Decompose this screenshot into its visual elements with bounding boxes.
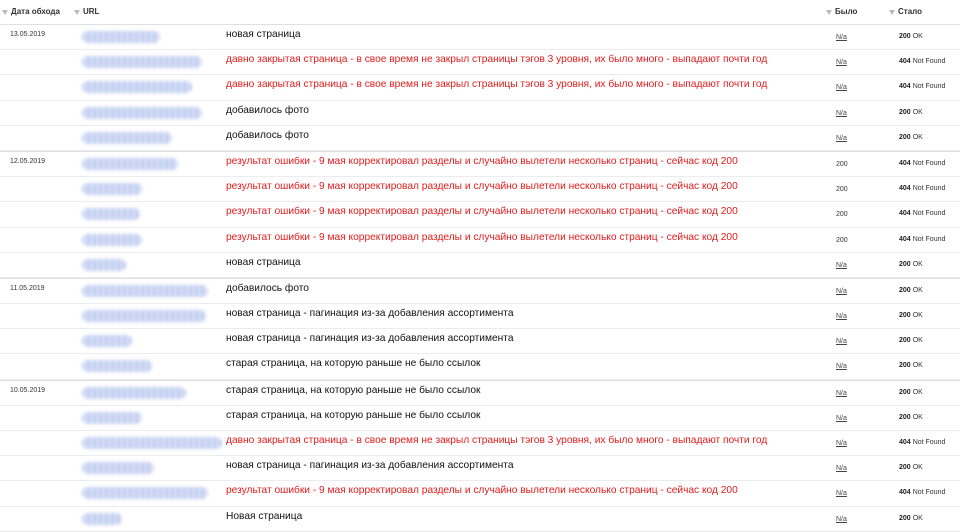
- url-link-redacted[interactable]: [82, 412, 142, 424]
- url-link-redacted[interactable]: [82, 513, 122, 525]
- now-status-text: Not Found: [912, 58, 946, 66]
- was-status[interactable]: N/a: [836, 109, 847, 117]
- table-row[interactable]: [0, 151, 960, 177]
- now-status: [899, 515, 923, 522]
- url-link-redacted[interactable]: [82, 56, 202, 68]
- column-header-url[interactable]: [74, 0, 99, 24]
- now-status: [899, 236, 945, 243]
- now-status-code: 200: [899, 312, 911, 320]
- url-link-redacted[interactable]: [82, 335, 132, 347]
- row-annotation: давно закрытая страница - в свое время не закрыл страницы тэгов 3 уровня, их было много - выпадают почти год: [226, 54, 768, 66]
- was-status[interactable]: N/a: [836, 389, 847, 397]
- url-link-redacted[interactable]: [82, 360, 152, 372]
- was-status[interactable]: N/a: [836, 287, 847, 295]
- now-status: [899, 389, 923, 396]
- now-status: [899, 160, 945, 167]
- url-link-redacted[interactable]: [82, 183, 142, 195]
- row-annotation: добавилось фото: [226, 104, 309, 116]
- url-link-redacted[interactable]: [82, 387, 186, 399]
- table-row[interactable]: [0, 431, 960, 456]
- table-row[interactable]: [0, 329, 960, 354]
- table-row[interactable]: [0, 354, 960, 379]
- column-header-date[interactable]: [2, 0, 60, 24]
- url-link-redacted[interactable]: [82, 310, 206, 322]
- row-annotation: старая страница, на которую раньше не было ссылок: [226, 409, 481, 421]
- table-row[interactable]: [0, 304, 960, 329]
- was-status[interactable]: N/a: [836, 490, 847, 498]
- table-row[interactable]: [0, 456, 960, 481]
- now-status-code: 404: [899, 58, 911, 66]
- url-link-redacted[interactable]: [82, 437, 222, 449]
- row-annotation: новая страница: [226, 256, 301, 268]
- now-status: [899, 134, 923, 141]
- now-status-text: OK: [912, 133, 923, 141]
- now-status: [899, 414, 923, 421]
- column-header-url-label: URL: [83, 7, 100, 16]
- now-status: [899, 362, 923, 369]
- now-status: [899, 83, 945, 90]
- crawl-date: 13.05.2019: [10, 31, 46, 38]
- crawl-date: 11.05.2019: [10, 284, 45, 292]
- now-status: [899, 109, 923, 116]
- url-link-redacted[interactable]: [82, 31, 160, 43]
- table-row[interactable]: [0, 101, 960, 126]
- column-header-now[interactable]: [889, 0, 922, 24]
- now-status: [899, 489, 945, 496]
- table-body: [0, 24, 960, 532]
- table-row[interactable]: [0, 278, 960, 304]
- crawl-date: 12.05.2019: [10, 157, 46, 165]
- was-status[interactable]: N/a: [836, 363, 847, 371]
- now-status-text: Not Found: [912, 210, 946, 218]
- now-status-code: 404: [899, 210, 911, 218]
- crawl-date: 10.05.2019: [10, 386, 46, 394]
- now-status-text: Not Found: [912, 185, 946, 193]
- now-status-code: 200: [899, 260, 911, 268]
- table-row[interactable]: [0, 380, 960, 406]
- filter-icon[interactable]: [2, 10, 8, 15]
- url-link-redacted[interactable]: [82, 259, 126, 271]
- now-status-code: 200: [899, 464, 911, 472]
- now-status-text: Not Found: [912, 235, 946, 243]
- row-annotation: результат ошибки - 9 мая корректировал разделы и случайно вылетели несколько страниц - сейчас код 200: [226, 206, 738, 218]
- now-status: [899, 185, 945, 192]
- now-status-code: 200: [899, 108, 911, 116]
- now-status-text: OK: [912, 337, 923, 345]
- row-annotation: добавилось фото: [226, 129, 309, 141]
- now-status: [899, 287, 923, 294]
- table-row[interactable]: [0, 24, 960, 50]
- url-link-redacted[interactable]: [82, 132, 172, 144]
- row-annotation: новая страница - пагинация из-за добавления ассортимента: [226, 333, 514, 345]
- now-status: [899, 312, 923, 319]
- now-status-code: 404: [899, 185, 911, 193]
- now-status-text: OK: [912, 413, 923, 421]
- now-status-text: OK: [912, 286, 923, 294]
- was-status[interactable]: N/a: [836, 34, 847, 41]
- was-status[interactable]: N/a: [836, 338, 847, 346]
- now-status: [899, 464, 923, 471]
- was-status: 200: [836, 211, 848, 219]
- column-header-date-label: Дата обхода: [11, 7, 60, 16]
- row-annotation: старая страница, на которую раньше не было ссылок: [226, 358, 481, 370]
- was-status[interactable]: N/a: [836, 59, 847, 67]
- was-status: 200: [836, 186, 848, 194]
- url-link-redacted[interactable]: [82, 158, 178, 170]
- now-status-text: OK: [912, 464, 923, 472]
- now-status-text: OK: [912, 388, 923, 396]
- table-row[interactable]: [0, 202, 960, 227]
- row-annotation: результат ошибки - 9 мая корректировал разделы и случайно вылетели несколько страниц - сейчас код 200: [226, 155, 738, 167]
- url-link-redacted[interactable]: [82, 462, 154, 474]
- now-status-text: OK: [912, 362, 923, 370]
- row-annotation: давно закрытая страница - в свое время не закрыл страницы тэгов 3 уровня, их было много - выпадают почти год: [226, 79, 768, 91]
- table-row[interactable]: [0, 406, 960, 431]
- table-row[interactable]: [0, 481, 960, 506]
- now-status-text: OK: [912, 260, 923, 268]
- row-annotation: Новая страница: [226, 510, 303, 522]
- now-status-code: 200: [899, 133, 911, 141]
- now-status-code: 200: [899, 413, 911, 421]
- was-status[interactable]: N/a: [836, 465, 847, 473]
- was-status[interactable]: N/a: [836, 414, 847, 422]
- was-status[interactable]: N/a: [836, 84, 847, 92]
- url-link-redacted[interactable]: [82, 285, 208, 297]
- row-annotation: новая страница - пагинация из-за добавления ассортимента: [226, 308, 514, 320]
- table-header: [0, 0, 960, 25]
- now-status-text: OK: [912, 312, 923, 320]
- row-annotation: результат ошибки - 9 мая корректировал разделы и случайно вылетели несколько страниц - сейчас код 200: [226, 181, 738, 193]
- now-status-text: Not Found: [912, 489, 946, 497]
- now-status-code: 404: [899, 439, 911, 446]
- column-header-was[interactable]: [826, 0, 857, 24]
- was-status: 200: [836, 236, 848, 244]
- was-status[interactable]: N/a: [836, 313, 847, 321]
- now-status-code: 404: [899, 159, 911, 167]
- row-annotation: давно закрытая страница - в свое время не закрыл страницы тэгов 3 уровня, их было много - выпадают почти год: [226, 435, 768, 446]
- now-status: [899, 337, 923, 344]
- url-link-redacted[interactable]: [82, 234, 142, 246]
- now-status-code: 404: [899, 83, 911, 91]
- now-status-code: 404: [899, 235, 911, 243]
- row-annotation: новая страница: [226, 29, 301, 40]
- filter-icon[interactable]: [74, 10, 80, 15]
- url-link-redacted[interactable]: [82, 81, 192, 93]
- now-status-code: 200: [899, 362, 911, 370]
- now-status: [899, 210, 945, 217]
- row-annotation: результат ошибки - 9 мая корректировал разделы и случайно вылетели несколько страниц - сейчас код 200: [226, 485, 738, 497]
- now-status-code: 200: [899, 33, 911, 40]
- table-row[interactable]: [0, 228, 960, 253]
- now-status-code: 200: [899, 388, 911, 396]
- table-row[interactable]: [0, 177, 960, 202]
- was-status[interactable]: N/a: [836, 134, 847, 142]
- row-annotation: результат ошибки - 9 мая корректировал разделы и случайно вылетели несколько страниц - сейчас код 200: [226, 231, 738, 243]
- now-status-code: 200: [899, 286, 911, 294]
- column-header-now-label: Стало: [898, 7, 923, 16]
- now-status-text: Not Found: [912, 159, 946, 167]
- filter-icon[interactable]: [889, 10, 895, 15]
- row-annotation: добавилось фото: [226, 282, 309, 294]
- now-status-text: Not Found: [912, 83, 946, 91]
- now-status: [899, 439, 945, 446]
- table-row[interactable]: [0, 507, 960, 532]
- table-row[interactable]: [0, 75, 960, 100]
- was-status: 200: [836, 160, 848, 168]
- was-status[interactable]: N/a: [836, 261, 847, 269]
- was-status[interactable]: N/a: [836, 440, 847, 447]
- table-row[interactable]: [0, 253, 960, 278]
- now-status-text: OK: [912, 33, 923, 40]
- now-status-text: OK: [912, 514, 923, 522]
- table-row[interactable]: [0, 50, 960, 75]
- table-row[interactable]: [0, 126, 960, 151]
- url-link-redacted[interactable]: [82, 208, 140, 220]
- filter-icon[interactable]: [826, 10, 832, 15]
- now-status-code: 404: [899, 489, 911, 497]
- url-link-redacted[interactable]: [82, 107, 202, 119]
- row-annotation: новая страница - пагинация из-за добавления ассортимента: [226, 460, 514, 472]
- now-status: [899, 261, 923, 268]
- column-header-was-label: Было: [835, 7, 858, 16]
- url-link-redacted[interactable]: [82, 487, 208, 499]
- now-status-text: Not Found: [912, 439, 946, 446]
- now-status-code: 200: [899, 514, 911, 522]
- was-status[interactable]: N/a: [836, 515, 847, 523]
- row-annotation: старая страница, на которую раньше не было ссылок: [226, 384, 481, 396]
- now-status-code: 200: [899, 337, 911, 345]
- now-status: [899, 33, 923, 40]
- now-status: [899, 58, 945, 65]
- now-status-text: OK: [912, 108, 923, 116]
